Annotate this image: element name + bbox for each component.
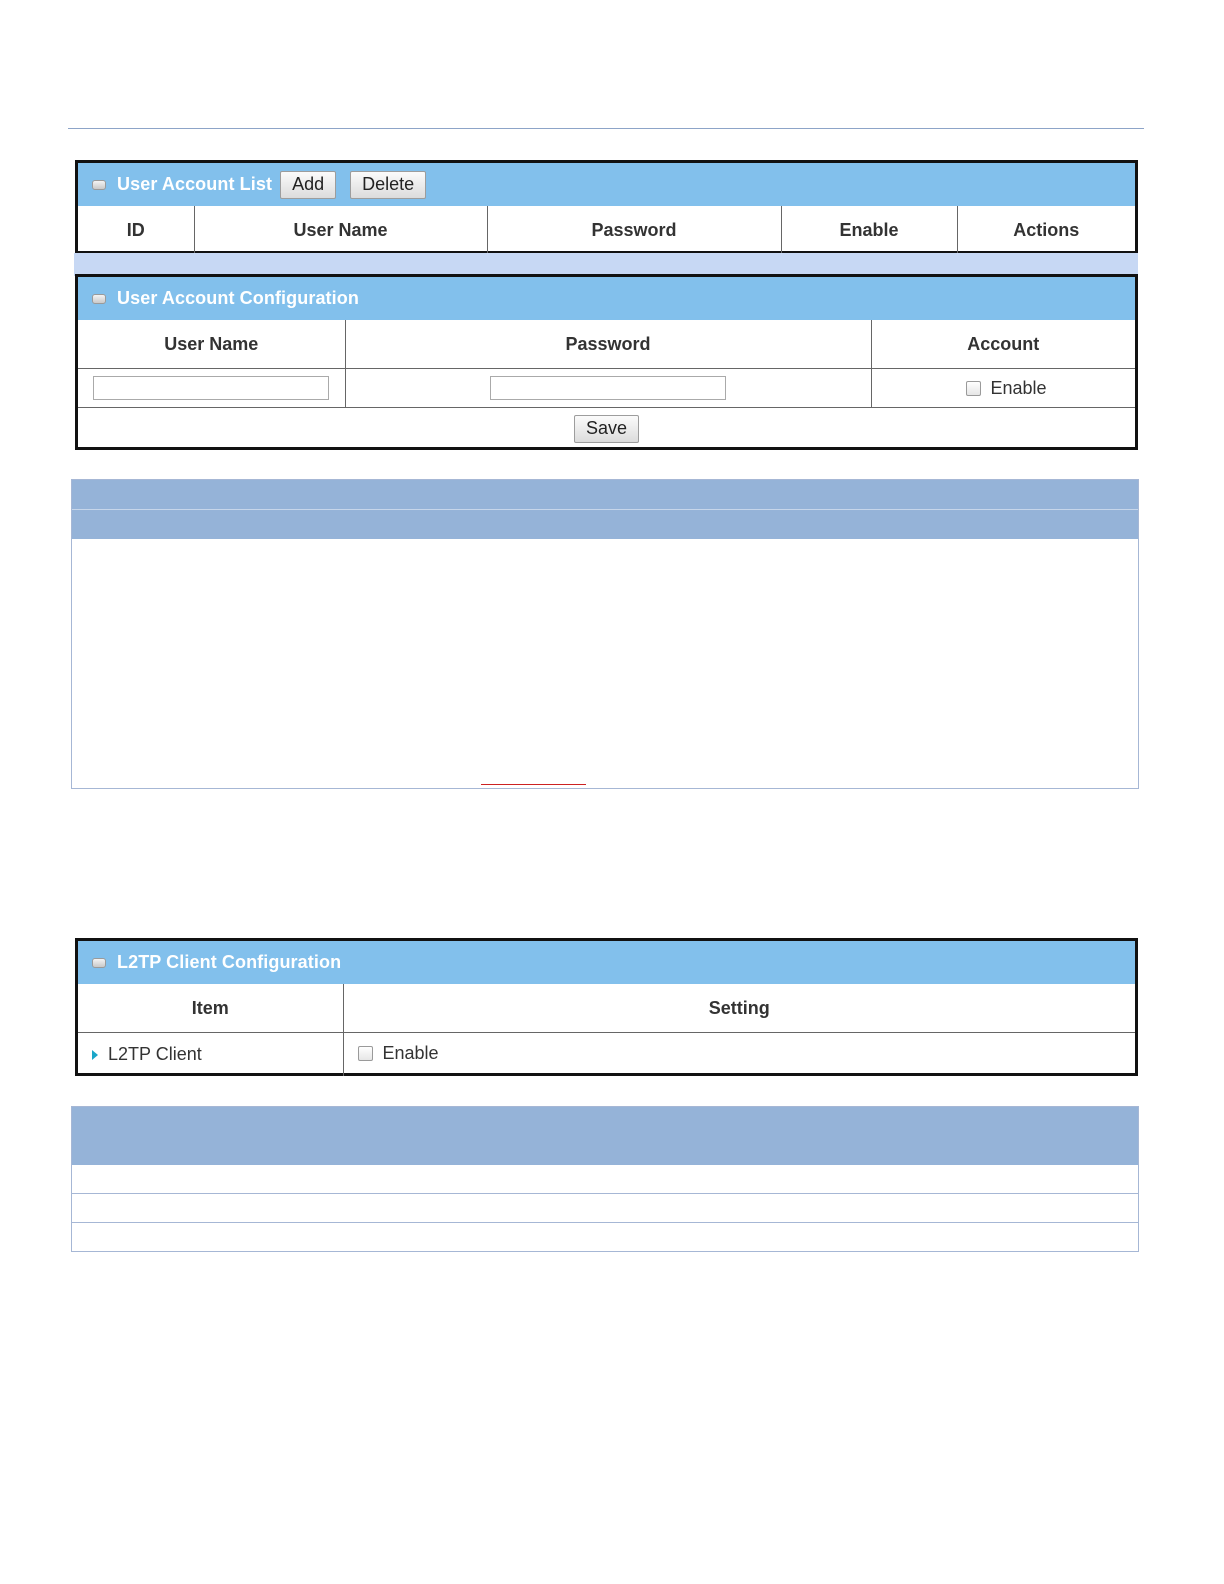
description-table-2 xyxy=(71,1106,1139,1252)
l2tp-client-config-title: L2TP Client Configuration xyxy=(117,952,342,972)
description-row-1 xyxy=(72,1165,1138,1193)
description-row-2 xyxy=(72,1193,1138,1222)
user-account-list-title: User Account List xyxy=(117,174,273,194)
column-header-user-name: User Name xyxy=(78,320,345,369)
user-account-list-table xyxy=(78,206,1135,254)
save-button[interactable]: Save xyxy=(574,415,639,443)
l2tp-client-label: L2TP Client xyxy=(108,1044,202,1065)
account-enable-checkbox[interactable] xyxy=(966,381,981,396)
section-separator xyxy=(74,253,1138,276)
user-name-input[interactable] xyxy=(93,376,329,400)
delete-button[interactable]: Delete xyxy=(350,171,426,199)
column-header-account: Account xyxy=(871,320,1135,369)
description-row-3 xyxy=(72,1222,1138,1251)
column-header-item: Item xyxy=(78,984,343,1033)
l2tp-client-enable-checkbox[interactable] xyxy=(358,1046,373,1061)
password-cell xyxy=(345,369,871,408)
column-header-enable: Enable xyxy=(781,206,957,254)
column-header-actions: Actions xyxy=(1013,219,1080,240)
column-header-id: ID xyxy=(78,206,194,254)
column-header-setting: Setting xyxy=(343,984,1135,1033)
user-account-config-panel xyxy=(75,274,1138,450)
column-header-password: Password xyxy=(345,320,871,369)
description-header-2 xyxy=(72,1107,1138,1165)
user-account-list-panel xyxy=(75,160,1138,254)
l2tp-client-config-table xyxy=(78,984,1135,1076)
description-table-1 xyxy=(71,479,1139,789)
l2tp-client-config-panel xyxy=(75,938,1138,1076)
description-header-1 xyxy=(72,480,1138,509)
link-underline xyxy=(481,784,586,785)
l2tp-client-setting-cell xyxy=(343,1033,1135,1076)
column-header-password: Password xyxy=(487,206,781,254)
panel-bullet-icon xyxy=(92,958,106,968)
panel-bullet-icon xyxy=(92,294,106,304)
user-account-config-header xyxy=(78,277,1135,320)
description-subheader-1 xyxy=(72,509,1138,539)
account-cell xyxy=(871,369,1135,408)
l2tp-client-config-header xyxy=(78,941,1135,984)
l2tp-client-row-label-cell xyxy=(78,1033,343,1076)
top-rule xyxy=(68,128,1144,129)
user-name-cell xyxy=(78,369,345,408)
password-input[interactable] xyxy=(490,376,726,400)
add-button[interactable]: Add xyxy=(280,171,336,199)
l2tp-client-enable-label: Enable xyxy=(382,1042,439,1063)
user-account-list-header xyxy=(78,163,1135,206)
column-header-user-name: User Name xyxy=(194,206,487,254)
triangle-right-icon xyxy=(92,1050,98,1060)
account-enable-label: Enable xyxy=(990,377,1047,398)
user-account-config-table xyxy=(78,320,1135,450)
user-account-config-title: User Account Configuration xyxy=(117,288,359,308)
panel-bullet-icon xyxy=(92,180,106,190)
save-row xyxy=(78,408,1135,450)
